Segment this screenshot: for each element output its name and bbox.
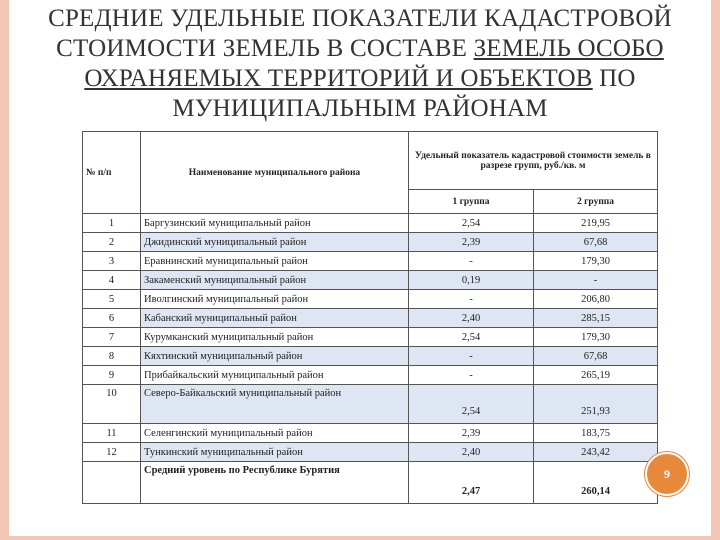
row-group-1-value: 2,39 <box>409 233 534 252</box>
row-district: Тункинский муниципальный район <box>141 443 409 462</box>
row-district: Курумканский муниципальный район <box>141 328 409 347</box>
header-group-2: 2 группа <box>534 190 658 214</box>
row-group-2-value: 243,42 <box>534 443 658 462</box>
row-group-2-value: 183,75 <box>534 424 658 443</box>
row-num: 2 <box>83 233 141 252</box>
row-district: Северо-Байкальский муниципальный район <box>141 385 409 424</box>
row-district: Прибайкальский муниципальный район <box>141 366 409 385</box>
total-group-1-value: 2,47 <box>409 462 534 504</box>
row-group-2-value: 251,93 <box>534 385 658 424</box>
table-row <box>83 328 658 347</box>
row-num: 12 <box>83 443 141 462</box>
left-edge-decoration <box>0 0 9 540</box>
header-num: № п/п <box>83 132 141 214</box>
row-num: 8 <box>83 347 141 366</box>
row-num: 4 <box>83 271 141 290</box>
total-label: Средний уровень по Республике Бурятия <box>141 462 409 504</box>
row-district: Баргузинский муниципальный район <box>141 214 409 233</box>
row-num: 3 <box>83 252 141 271</box>
header-value: Удельный показатель кадастровой стоимости земель в разрезе групп, руб./кв. м <box>409 132 658 190</box>
row-num: 5 <box>83 290 141 309</box>
row-num: 9 <box>83 366 141 385</box>
row-group-2-value: 285,15 <box>534 309 658 328</box>
total-group-2-value: 260,14 <box>534 462 658 504</box>
table-row <box>83 366 658 385</box>
row-num: 7 <box>83 328 141 347</box>
row-group-1-value: - <box>409 252 534 271</box>
row-district: Еравнинский муниципальный район <box>141 252 409 271</box>
right-edge-decoration <box>711 0 720 540</box>
row-group-1-value: 2,54 <box>409 328 534 347</box>
header-district-name: Наименование муниципального района <box>141 132 409 214</box>
row-district: Закаменский муниципальный район <box>141 271 409 290</box>
slide-title <box>14 4 706 124</box>
table-row <box>83 424 658 443</box>
table-row <box>83 385 658 424</box>
row-group-1-value: 2,54 <box>409 385 534 424</box>
header-row <box>83 132 658 190</box>
header-group-1: 1 группа <box>409 190 534 214</box>
row-district: Кабанский муниципальный район <box>141 309 409 328</box>
table-row <box>83 233 658 252</box>
page-number-badge: 9 <box>645 452 689 496</box>
table-row <box>83 347 658 366</box>
table-row <box>83 252 658 271</box>
title-line-2 <box>14 34 706 64</box>
row-group-1-value: - <box>409 366 534 385</box>
row-group-2-value: 206,80 <box>534 290 658 309</box>
total-num-empty <box>83 462 141 504</box>
row-group-2-value: 265,19 <box>534 366 658 385</box>
title-line-3 <box>14 64 706 94</box>
row-district: Селенгинский муниципальный район <box>141 424 409 443</box>
title-line-2-underlined: ЗЕМЕЛЬ ОСОБО <box>473 35 664 62</box>
row-group-1-value: 2,40 <box>409 309 534 328</box>
row-group-1-value: - <box>409 347 534 366</box>
row-num: 11 <box>83 424 141 443</box>
title-line-3-plain: ПО <box>599 65 636 92</box>
total-row <box>83 462 658 504</box>
row-district: Иволгинский муниципальный район <box>141 290 409 309</box>
table-row <box>83 290 658 309</box>
title-line-4: МУНИЦИПАЛЬНЫМ РАЙОНАМ <box>172 95 548 122</box>
title-line-1: СРЕДНИЕ УДЕЛЬНЫЕ ПОКАЗАТЕЛИ КАДАСТРОВОЙ <box>48 5 672 32</box>
row-group-1-value: - <box>409 290 534 309</box>
row-district: Кяхтинский муниципальный район <box>141 347 409 366</box>
row-district: Джидинский муниципальный район <box>141 233 409 252</box>
table-row <box>83 309 658 328</box>
table-row <box>83 214 658 233</box>
row-group-2-value: - <box>534 271 658 290</box>
row-group-2-value: 67,68 <box>534 347 658 366</box>
row-group-2-value: 179,30 <box>534 328 658 347</box>
table-row <box>83 443 658 462</box>
row-group-2-value: 219,95 <box>534 214 658 233</box>
row-num: 6 <box>83 309 141 328</box>
row-group-2-value: 67,68 <box>534 233 658 252</box>
row-group-1-value: 0,19 <box>409 271 534 290</box>
row-group-2-value: 179,30 <box>534 252 658 271</box>
row-group-1-value: 2,40 <box>409 443 534 462</box>
row-num: 1 <box>83 214 141 233</box>
cadastral-value-table <box>82 131 658 504</box>
title-line-2-plain: СТОИМОСТИ ЗЕМЕЛЬ В СОСТАВЕ <box>56 35 468 62</box>
row-group-1-value: 2,54 <box>409 214 534 233</box>
table-row <box>83 271 658 290</box>
title-line-3-underlined: ОХРАНЯЕМЫХ ТЕРРИТОРИЙ И ОБЪЕКТОВ <box>84 65 593 92</box>
row-group-1-value: 2,39 <box>409 424 534 443</box>
row-num: 10 <box>83 385 141 424</box>
bottom-edge-decoration <box>0 536 720 540</box>
